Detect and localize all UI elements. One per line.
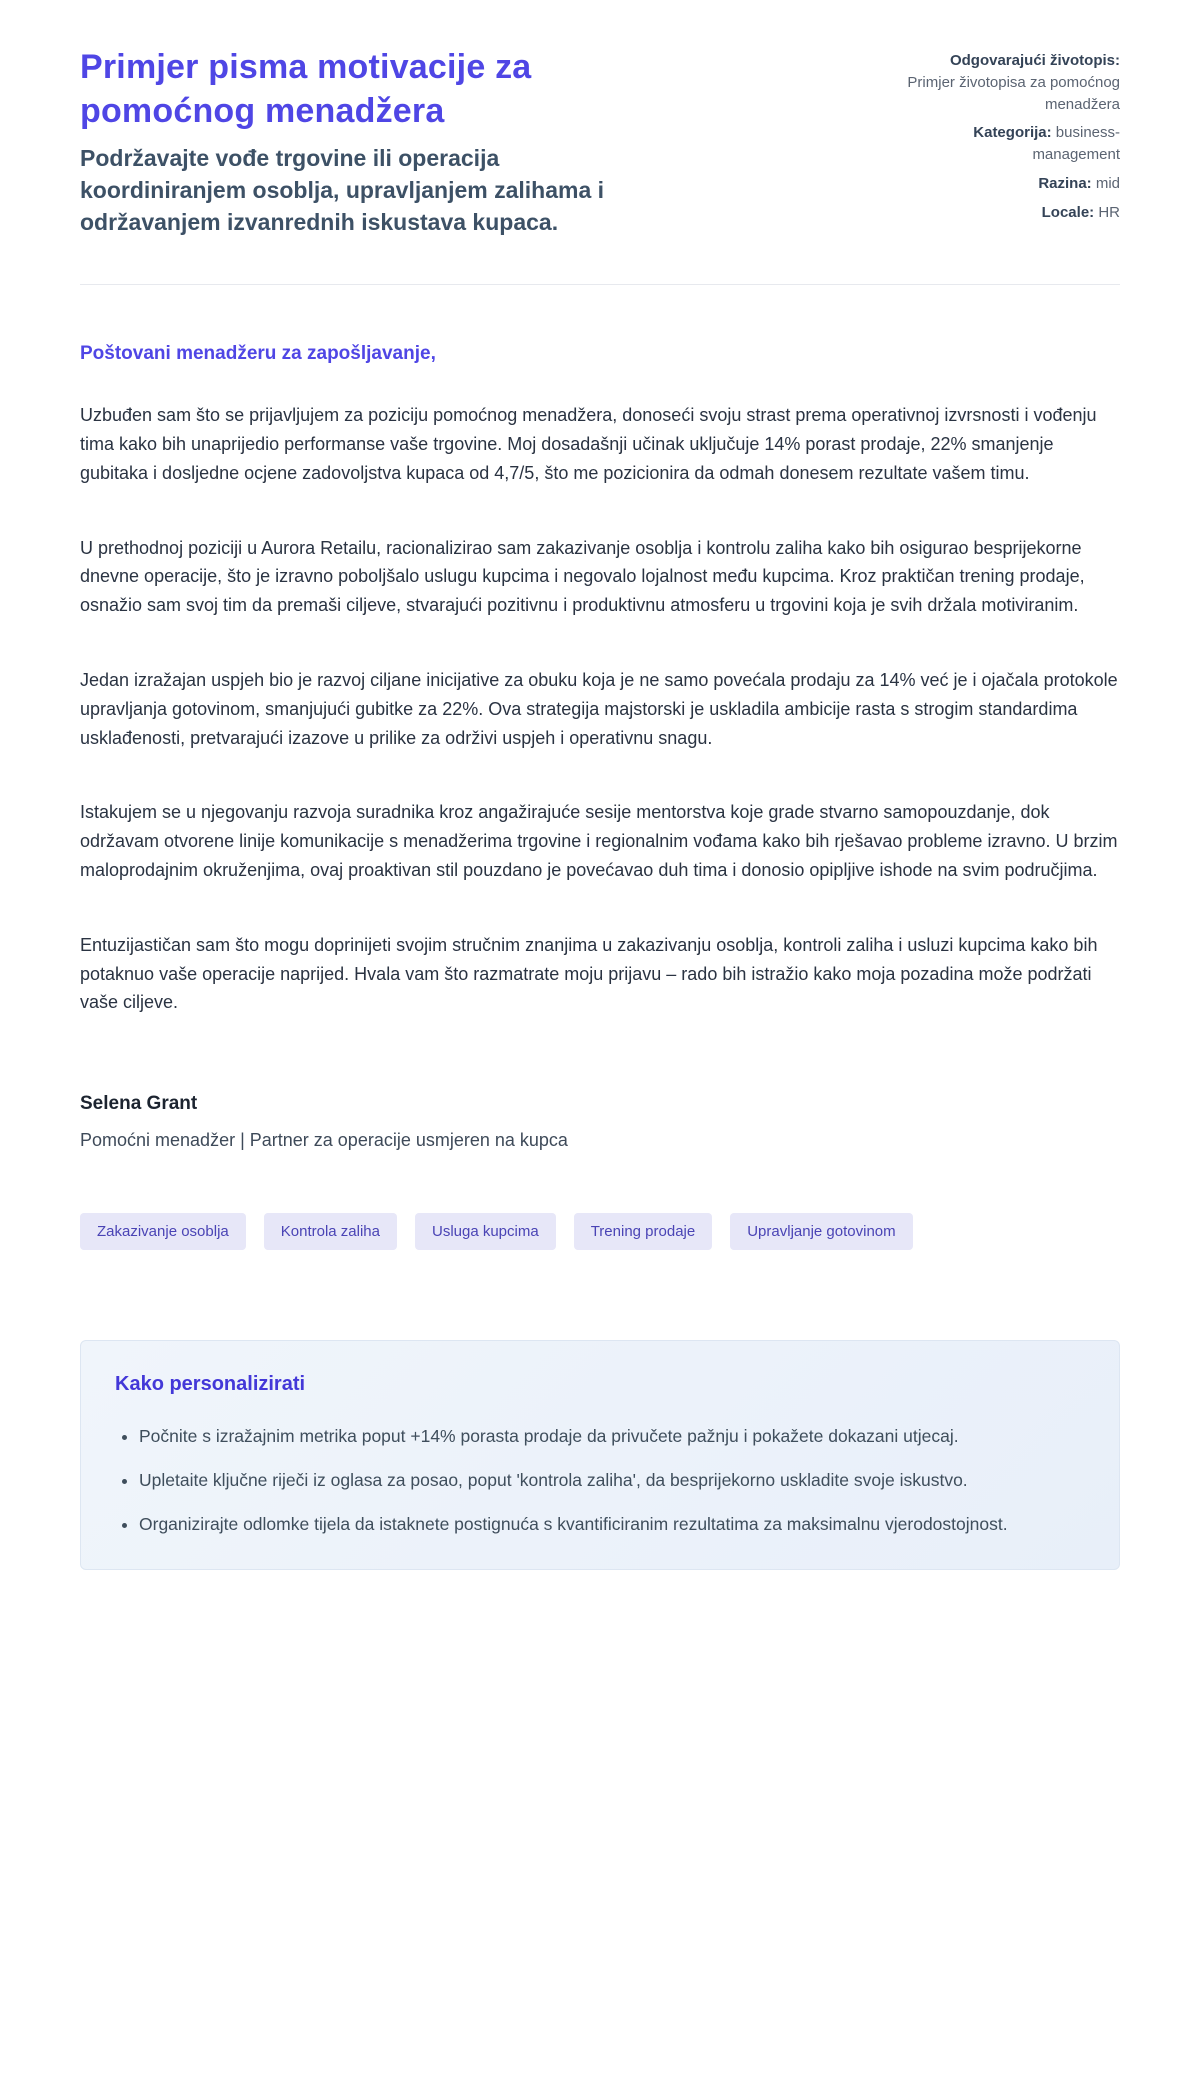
title-block: [80, 46, 660, 238]
category-value: business-management: [1032, 124, 1120, 163]
meta-locale: [902, 202, 1120, 224]
skill-tags: [80, 1213, 1120, 1250]
signature-name: Selena Grant: [80, 1093, 198, 1115]
letter-paragraph-4: Istakujem se u njegovanju razvoja suradnika kroz angažirajuće sesije mentorstva koje grade stvarno samopouzdanje, dok održavam otvorene linije komunikacije s menadžerima trgovine i regionalnim vođama kako bih rješavao probleme izravno. U brzim maloprodajnim okruženjima, ovaj proaktivan stil pouzdano je povećavao duh tima i donosio opipljive ishode na svim područjima.: [80, 802, 1118, 880]
tag-chip-sales-training: Trening prodaje: [574, 1213, 713, 1250]
callout-bullet-3: • Organizirajte odlomke tijela da istaknete postignuća s kvantificiranim rezultatima za maksimalnu vjerodostojnost.: [139, 1510, 1085, 1539]
locale-value: HR: [1098, 203, 1120, 221]
letter-paragraph-1: Uzbuđen sam što se prijavljujem za poziciju pomoćnog menadžera, donoseći svoju strast prema operativnoj izvrsnosti i vođenju tima kako bih unaprijedio performanse vaše trgovine. Moj dosadašnji učinak uključuje 14% porast prodaje, 22% smanjenje gubitaka i dosljedne ocjene zadovoljstva kupaca od 4,7/5, što me pozicionira da odmah donesem rezultate vašem timu.: [80, 405, 1097, 483]
callout-bullet-2: • Upletaite ključne riječi iz oglasa za posao, poput 'kontrola zaliha', da besprijekorno uskladite svoje iskustvo.: [139, 1466, 1085, 1495]
letter-paragraph-5: Entuzijastičan sam što mogu doprinijeti svojim stručnim znanjima u zakazivanju osoblja, kontroli zaliha i usluzi kupcima kako bih potaknuo vaše operacije naprijed. Hvala vam što razmatrate moju prijavu – rado bih istražio kako moja pozadina može podržati vaše ciljeve.: [80, 934, 1098, 1013]
level-label: Razina:: [1038, 174, 1092, 192]
callout-title: Kako personalizirati: [115, 1373, 306, 1396]
matching-resume-label: Odgovarajući životopis:: [949, 52, 1120, 69]
letter-page: [80, 0, 1120, 1640]
tag-chip-staff-scheduling: Zakazivanje osoblja: [80, 1213, 246, 1250]
letter-paragraph-2: U prethodnoj poziciji u Aurora Retailu, racionalizirao sam zakazivanje osoblja i kontrolu zaliha kako bih osigurao besprijekorne dnevne operacije, što je izravno poboljšalo uslugu kupcima i negovalo lojalnost među kupcima. Kroz praktičan trening prodaje, osnažio sam svoj tim da premaši ciljeve, stvarajući pozitivnu i produktivnu atmosferu u trgovini koja je svih držala motiviranim.: [80, 537, 1085, 616]
meta-panel: [902, 46, 1120, 230]
letter-body: [80, 343, 1120, 1151]
meta-matching-resume: [902, 50, 1120, 115]
locale-label: Locale:: [1041, 203, 1095, 221]
tag-chip-inventory-control: Kontrola zaliha: [264, 1213, 397, 1250]
header-divider: [80, 284, 1120, 285]
tag-chip-cash-management: Upravljanje gotovinom: [730, 1213, 912, 1250]
personalization-callout: [80, 1340, 1120, 1570]
meta-level: [902, 173, 1120, 195]
page-title: Primjer pisma motivacije za pomoćnog menadžera: [80, 48, 532, 130]
matching-resume-link[interactable]: Primjer životopisa za pomoćnog menadžera: [907, 73, 1120, 113]
signature-role: Pomoćni menadžer | Partner za operacije usmjeren na kupca: [80, 1130, 568, 1151]
letter-salutation: Poštovani menadžeru za zapošljavanje,: [80, 343, 436, 365]
category-label: Kategorija:: [973, 124, 1052, 142]
meta-category: [902, 122, 1120, 166]
tag-chip-customer-service: Usluga kupcima: [415, 1213, 556, 1250]
callout-bullet-1: • Počnite s izražajnim metrika poput +14% porasta prodaje da privučete pažnju i pokažete dokazani utjecaj.: [139, 1422, 1085, 1451]
callout-bullet-list: [115, 1422, 1085, 1539]
level-value: mid: [1095, 174, 1120, 192]
page-subtitle: Podržavajte vođe trgovine ili operacija koordiniranjem osoblja, upravljanjem zalihama i održavanjem izvanrednih iskustava kupaca.: [80, 145, 605, 235]
letter-paragraph-3: Jedan izražajan uspjeh bio je razvoj ciljane inicijative za obuku koja je ne samo povećala prodaju za 14% već je i ojačala protokole upravljanja gotovinom, smanjujući gubitke za 22%. Ova strategija majstorski je uskladila ambicije rasta s strogim standardima usklađenosti, pretvarajući izazove u prilike za održivi uspjeh i operativnu snagu.: [80, 670, 1118, 748]
page-header: [80, 46, 1120, 238]
